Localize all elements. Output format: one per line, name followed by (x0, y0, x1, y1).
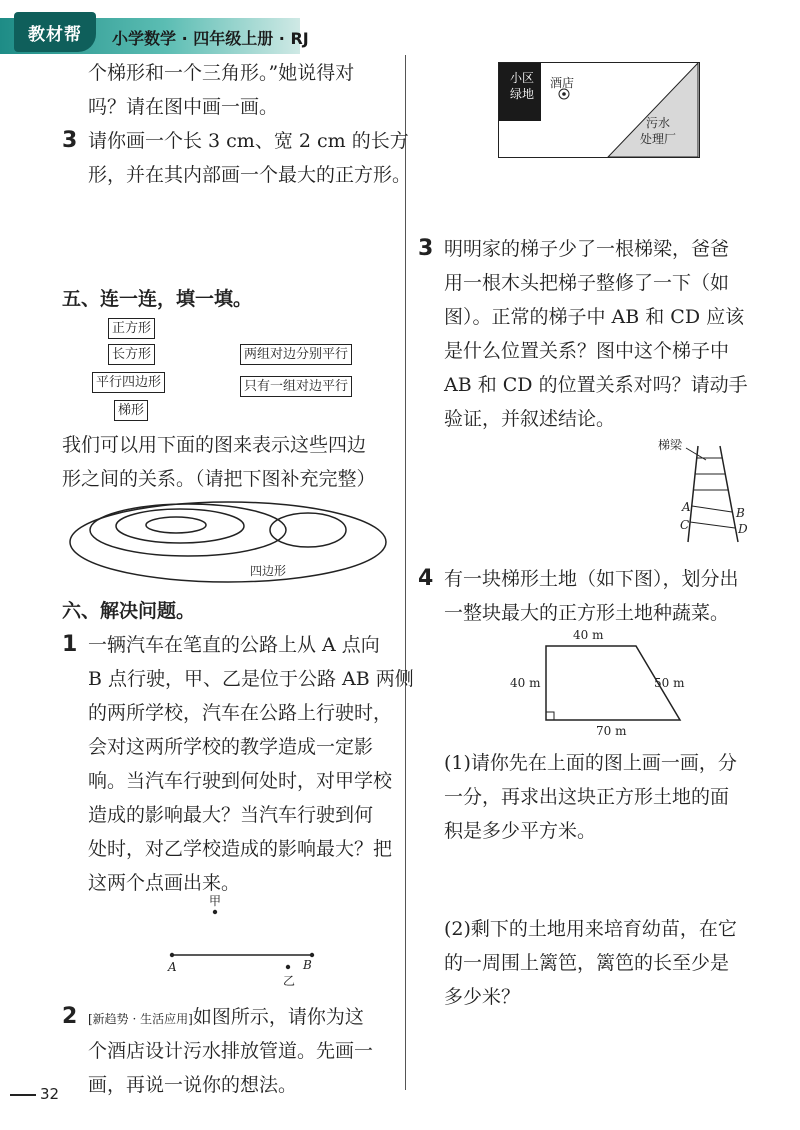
sub-question-1-line-3: 积是多少平方米。 (444, 820, 597, 842)
property-one-pair-parallel: 只有一组对边平行 (240, 376, 352, 397)
problem-1-number: 1 (62, 632, 78, 657)
sub-question-2-line-2: 的一周围上篱笆，篱笆的长至少是 (444, 952, 730, 974)
problem-1-line-1: 一辆汽车在笔直的公路上从 A 点向 (88, 634, 380, 656)
ladder-point-a: A (682, 500, 691, 514)
venn-diagram (60, 498, 400, 588)
problem-1-line-3: 的两所学校，汽车在公路上行驶时， (88, 702, 393, 724)
problem-2-tag: [新趋势 · 生活应用] (88, 1012, 193, 1026)
trapezoid-slant-label: 50 m (654, 676, 685, 690)
sub-question-2-line-1: (2)剩下的土地用来培育幼苗，在它 (444, 918, 737, 940)
question-r3-line-3: 图）。正常的梯子中 AB 和 CD 应该 (444, 306, 745, 328)
question-r4-line-1: 有一块梯形土地（如下图），划分出 (444, 568, 739, 590)
section-5-text-1: 我们可以用下面的图来表示这些四边 (62, 434, 367, 456)
problem-2-line-1-rest: 如图所示，请你为这 (192, 1006, 364, 1028)
problem-2-line-1 (88, 1000, 364, 1036)
ladder-figure (660, 438, 750, 546)
question-r3-line-5: AB 和 CD 的位置关系对吗？请动手 (444, 374, 748, 396)
problem-1-line-2: B 点行驶，甲、乙是位于公路 AB 两侧 (88, 668, 414, 690)
problem-1-line-4: 会对这两所学校的教学造成一定影 (88, 736, 374, 758)
venn-label-quadrilateral: 四边形 (250, 564, 287, 578)
sub-question-2-line-3: 多少米？ (444, 986, 521, 1008)
question-r3-line-2: 用一根木头把梯子整修了一下（如 (444, 272, 730, 294)
point-a-label: A (168, 960, 177, 974)
continued-line-2: 吗？请在图中画一画。 (88, 96, 279, 118)
ladder-point-b: B (736, 506, 745, 520)
continued-line-1: 个梯形和一个三角形。”她说得对 (88, 62, 355, 84)
question-r3-line-4: 是什么位置关系？图中这个梯子中 (444, 340, 730, 362)
problem-2-line-3: 画，再说一说你的想法。 (88, 1074, 298, 1096)
shape-square: 正方形 (108, 318, 155, 339)
question-r4-number: 4 (418, 566, 434, 591)
shape-trapezoid: 梯形 (114, 400, 148, 421)
problem-1-line-8: 这两个点画出来。 (88, 872, 241, 894)
question-3-line-1: 请你画一个长 3 cm、宽 2 cm 的长方 (88, 130, 409, 152)
question-3-number: 3 (62, 128, 78, 153)
map-plant-2: 处理厂 (640, 132, 677, 146)
school-jia-label: 甲 (209, 894, 222, 908)
section-6-title: 六、解决问题。 (62, 600, 196, 622)
problem-2-number: 2 (62, 1004, 78, 1029)
section-5-title: 五、连一连，填一填。 (62, 288, 253, 310)
ladder-point-c: C (680, 518, 690, 532)
section-5-text-2: 形之间的关系。（请把下图补充完整） (62, 468, 376, 490)
map-district: 小区 绿地 (509, 71, 534, 101)
road-figure (160, 900, 330, 990)
trapezoid-left-label: 40 m (510, 676, 541, 690)
map-hotel-label: 酒店 (550, 76, 575, 90)
page-number: 32 (10, 1085, 59, 1103)
shape-rectangle: 长方形 (108, 344, 155, 365)
problem-1-line-7: 处时，对乙学校造成的影响最大？把 (88, 838, 393, 860)
question-r3-line-1: 明明家的梯子少了一根梯梁，爸爸 (444, 238, 730, 260)
property-two-pairs-parallel: 两组对边分别平行 (240, 344, 352, 365)
sub-question-1-line-1: (1)请你先在上面的图上画一画，分 (444, 752, 737, 774)
shape-parallelogram: 平行四边形 (92, 372, 165, 393)
ladder-point-d: D (738, 522, 748, 536)
map-plant-1: 污水 (646, 116, 671, 130)
problem-1-line-6: 造成的影响最大？当汽车行驶到何 (88, 804, 374, 826)
question-r3-line-6: 验证，并叙述结论。 (444, 408, 616, 430)
question-r4-line-2: 一整块最大的正方形土地种蔬菜。 (444, 602, 730, 624)
problem-2-line-2: 个酒店设计污水排放管道。先画一 (88, 1040, 374, 1062)
point-b-label: B (303, 958, 312, 972)
ladder-label: 梯梁 (658, 438, 683, 452)
trapezoid-top-label: 40 m (573, 628, 604, 642)
school-yi-label: 乙 (283, 974, 296, 988)
problem-1-line-5: 响。当汽车行驶到何处时，对甲学校 (88, 770, 393, 792)
column-divider (405, 55, 406, 1090)
question-3-line-2: 形，并在其内部画一个最大的正方形。 (88, 164, 412, 186)
header-title: 小学数学 · 四年级上册 · RJ (112, 29, 309, 48)
header-logo: 教材帮 (14, 12, 96, 52)
trapezoid-bottom-label: 70 m (596, 724, 627, 738)
question-r3-number: 3 (418, 236, 434, 261)
sub-question-1-line-2: 一分，再求出这块正方形土地的面 (444, 786, 730, 808)
